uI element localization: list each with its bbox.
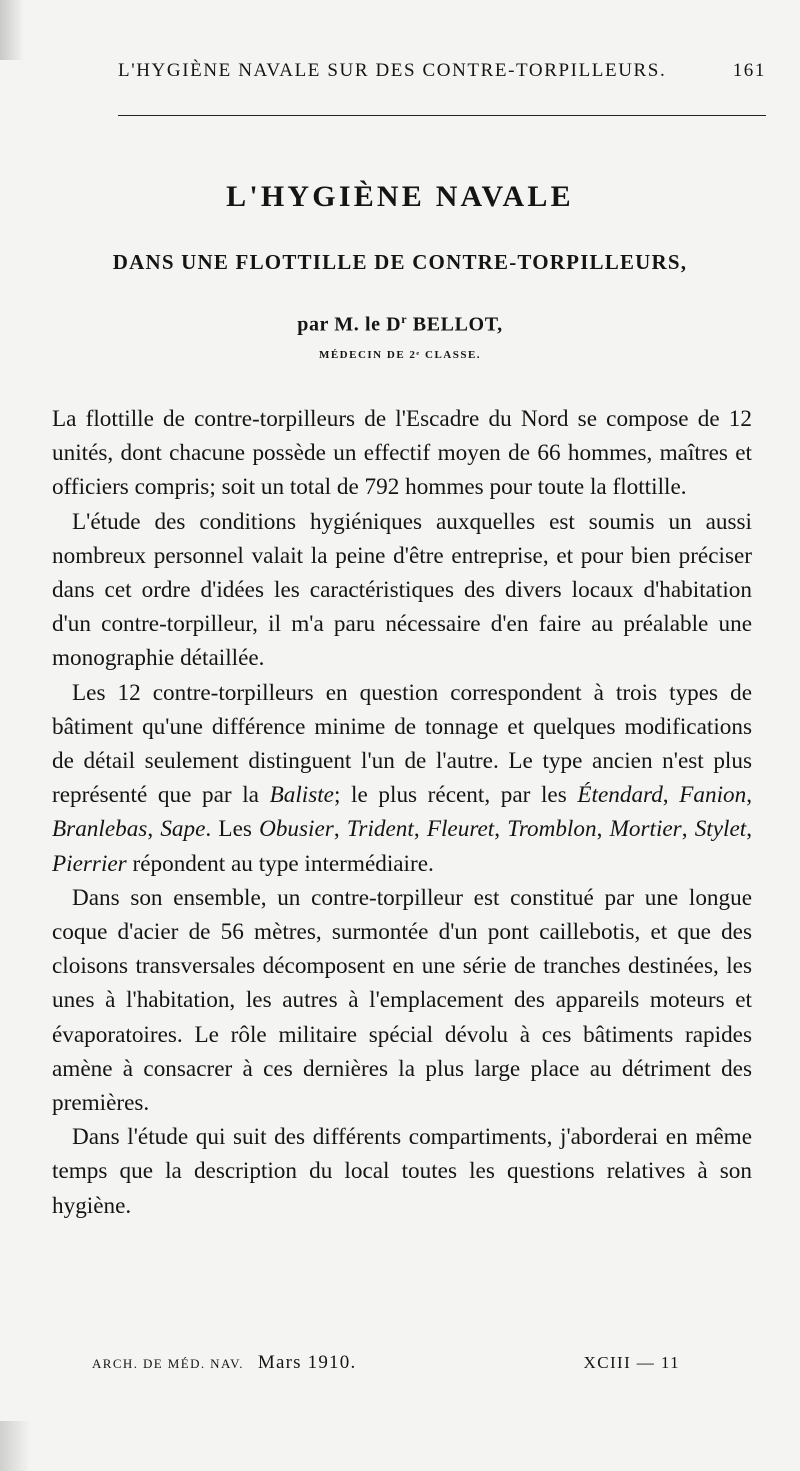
running-head (118, 60, 766, 82)
p3-text-a: Les 12 contre-torpilleurs en question correspondent à trois types de bâtiment qu'une différence minime de tonnage et quelques modifications de détail seulement distinguent l'un de l'autre. Le type ancien n'est plus représenté que par la (52, 679, 752, 809)
page-footer (92, 1352, 680, 1374)
ship-name: Trident (346, 816, 414, 843)
author-prefix: par M. le D (297, 313, 402, 336)
paragraph-5: Dans l'étude qui suit des différents compartiments, j'aborderai en même temps que la description du local toutes les questions relatives à son hygiène. (52, 1124, 752, 1219)
ship-name: Stylet (694, 816, 747, 843)
ship-name: Étendard (577, 782, 663, 809)
paragraph-4: Dans son ensemble, un contre-torpilleur est constitué par une longue coque d'acier de 56 mètres, surmontée d'un pont caillebotis, et que des cloisons transversales décomposent en une série de tranches destinées, les unes à l'habitation, les autres à l'emplacement des appareils moteurs et évaporatoires. Le rôle militaire spécial dévolu à ces bâtiments rapides amène à consacrer à ces dernières la plus large place au détriment des premières. (52, 884, 752, 1117)
footer-left (92, 1352, 356, 1374)
author-title-sup: r (401, 312, 408, 326)
author-name: BELLOT, (407, 313, 503, 336)
ship-name: Obusier (259, 816, 334, 843)
ship-name: Baliste (269, 782, 334, 809)
article-subtitle: DANS UNE FLOTTILLE DE CONTRE-TORPILLEURS, (112, 250, 688, 274)
ship-name: Fanion (679, 782, 747, 809)
volume-signature: XCIII — 11 (583, 1353, 680, 1372)
ship-name: Tromblon (507, 816, 597, 843)
scan-edge-mark (0, 1421, 30, 1471)
paragraph-3: Les 12 contre-torpilleurs en question correspondent à trois types de bâtiment qu'une différence minime de tonnage et quelques modifications de détail seulement distinguent l'un de l'autre. Le type ancien n'est plus représenté que par la Baliste; le plus récent, par les Étendard, Fanion, Branlebas, Sape. Les Obusier, Trident, Fleuret, Tromblon, Mortier, Stylet, Pierrier répondent au type intermédiaire. (52, 679, 753, 877)
p3-text-d: répondent au type intermédiaire. (126, 850, 434, 877)
ship-name: Mortier (609, 816, 682, 843)
article-body (52, 402, 752, 1223)
running-head-title: L'HYGIÈNE NAVALE SUR DES CONTRE-TORPILLEURS. (118, 60, 667, 81)
p3-text-b: ; le plus récent, par les (333, 782, 578, 809)
paragraph-1: La flottille de contre-torpilleurs de l'Escadre du Nord se compose de 12 unités, dont chacune possède un effectif moyen de 66 hommes, maîtres et officiers compris; soit un total de 792 hommes pour toute la flottille. (52, 406, 752, 501)
ship-name: Pierrier (52, 850, 127, 877)
author-line (0, 312, 800, 337)
p3-text-c: . Les (205, 816, 260, 843)
paragraph-2: L'étude des conditions hygiéniques auxquelles est soumis un aussi nombreux personnel valait la peine d'être entreprise, et pour bien préciser dans cet ordre d'idées les caractéristiques des divers locaux d'habitation d'un contre-torpilleur, il m'a paru nécessaire d'en faire au préalable une monographie détaillée. (52, 508, 752, 672)
author-role: MÉDECIN DE 2ᵉ CLASSE. (318, 349, 482, 361)
article-title: L'HYGIÈNE NAVALE (226, 180, 574, 213)
page-number: 161 (732, 60, 766, 81)
journal-abbrev: ARCH. DE MÉD. NAV. (92, 1356, 244, 1371)
header-rule (118, 115, 766, 116)
ship-name: Sape (160, 816, 206, 843)
issue-date: Mars 1910. (257, 1352, 357, 1373)
ship-name: Branlebas (52, 816, 148, 843)
ship-name: Fleuret (426, 816, 495, 843)
scan-edge-mark (0, 0, 24, 60)
